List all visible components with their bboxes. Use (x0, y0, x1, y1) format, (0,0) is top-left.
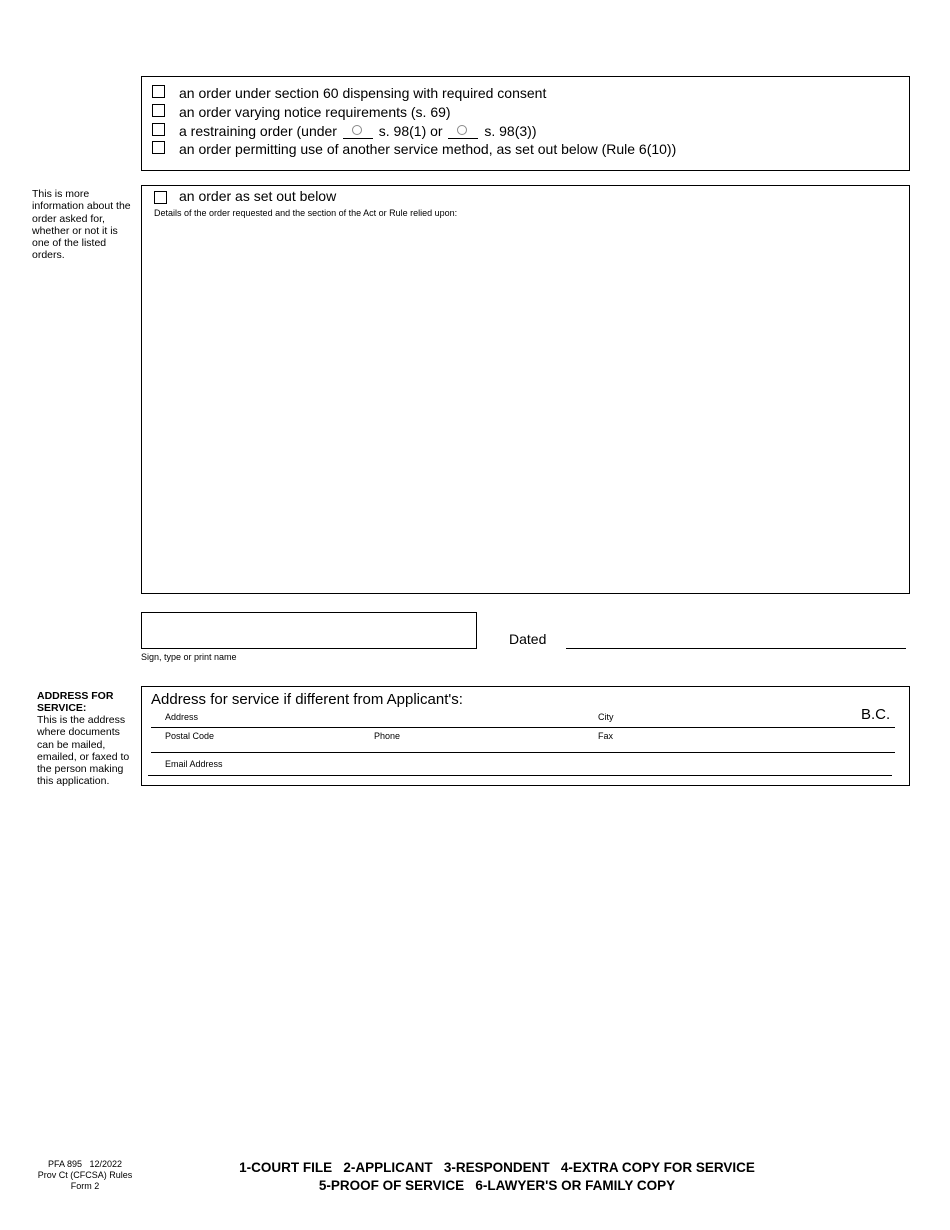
sign-label: Sign, type or print name (141, 652, 237, 662)
s98-1-label: s. 98(1) or (378, 123, 443, 139)
s98-3-radio-slot (448, 124, 478, 139)
consent-order-label: an order under section 60 dispensing with required consent (179, 85, 547, 101)
other-order-box (141, 185, 910, 594)
form-rules: Prov Ct (CFCSA) Rules (37, 1170, 133, 1180)
fax-field[interactable] (598, 742, 888, 752)
address-side-heading: ADDRESS FOR SERVICE: (37, 690, 114, 715)
postal-code-label: Postal Code (165, 731, 215, 741)
other-order-side-note: This is more information about the order asked for, whether or not it is one of the listed orders. (32, 188, 131, 262)
notice-order-label: an order varying notice requirements (s. 69) (179, 104, 451, 120)
email-label: Email Address (165, 759, 223, 769)
order-details-field[interactable] (152, 222, 897, 587)
copies-line-2: 5-PROOF OF SERVICE 6-LAWYER'S OR FAMILY COPY (318, 1178, 676, 1193)
service-method-order-label: an order permitting use of another service method, as set out below (Rule 6(10)) (179, 141, 677, 157)
address-label: Address (165, 712, 199, 722)
postal-line (151, 752, 895, 753)
other-order-label: an order as set out below (179, 188, 337, 204)
email-field[interactable] (237, 756, 887, 774)
form-info (30, 1159, 140, 1192)
restraining-order-checkbox[interactable] (152, 123, 165, 136)
postal-code-field[interactable] (165, 742, 365, 752)
city-field[interactable] (627, 709, 852, 725)
address-box (141, 686, 910, 786)
address-line (151, 727, 895, 728)
s98-3-label: s. 98(3)) (484, 123, 537, 139)
address-title: Address for service if different from Applicant's: (151, 691, 463, 708)
consent-order-checkbox[interactable] (152, 85, 165, 98)
address-side-note: This is the address where documents can be mailed, emailed, or faxed to the person making this application. (37, 714, 130, 788)
s98-1-radio[interactable] (352, 125, 362, 135)
province-label: B.C. (861, 706, 891, 723)
dated-label: Dated (509, 631, 547, 647)
phone-field[interactable] (374, 742, 589, 752)
restraining-order-label: a restraining order (under (179, 123, 337, 139)
order-details-label: Details of the order requested and the section of the Act or Rule relied upon: (154, 208, 458, 218)
city-label: City (598, 712, 614, 722)
listed-orders-box (141, 76, 910, 171)
s98-1-radio-slot (343, 124, 373, 139)
fax-label: Fax (598, 731, 614, 741)
s98-3-radio[interactable] (457, 125, 467, 135)
signature-field[interactable] (141, 612, 477, 649)
service-method-order-checkbox[interactable] (152, 141, 165, 154)
restraining-order-row (179, 123, 536, 139)
phone-label: Phone (374, 731, 401, 741)
form-number: Form 2 (70, 1181, 100, 1191)
copy-distribution (197, 1159, 797, 1195)
copies-line-1: 1-COURT FILE 2-APPLICANT 3-RESPONDENT 4-EXTRA COPY FOR SERVICE (239, 1160, 755, 1175)
form-code: PFA 895 12/2022 (47, 1159, 123, 1169)
notice-order-checkbox[interactable] (152, 104, 165, 117)
email-line (148, 775, 892, 776)
dated-field-line[interactable] (566, 648, 906, 649)
address-field[interactable] (212, 709, 592, 725)
other-order-checkbox[interactable] (154, 191, 167, 204)
